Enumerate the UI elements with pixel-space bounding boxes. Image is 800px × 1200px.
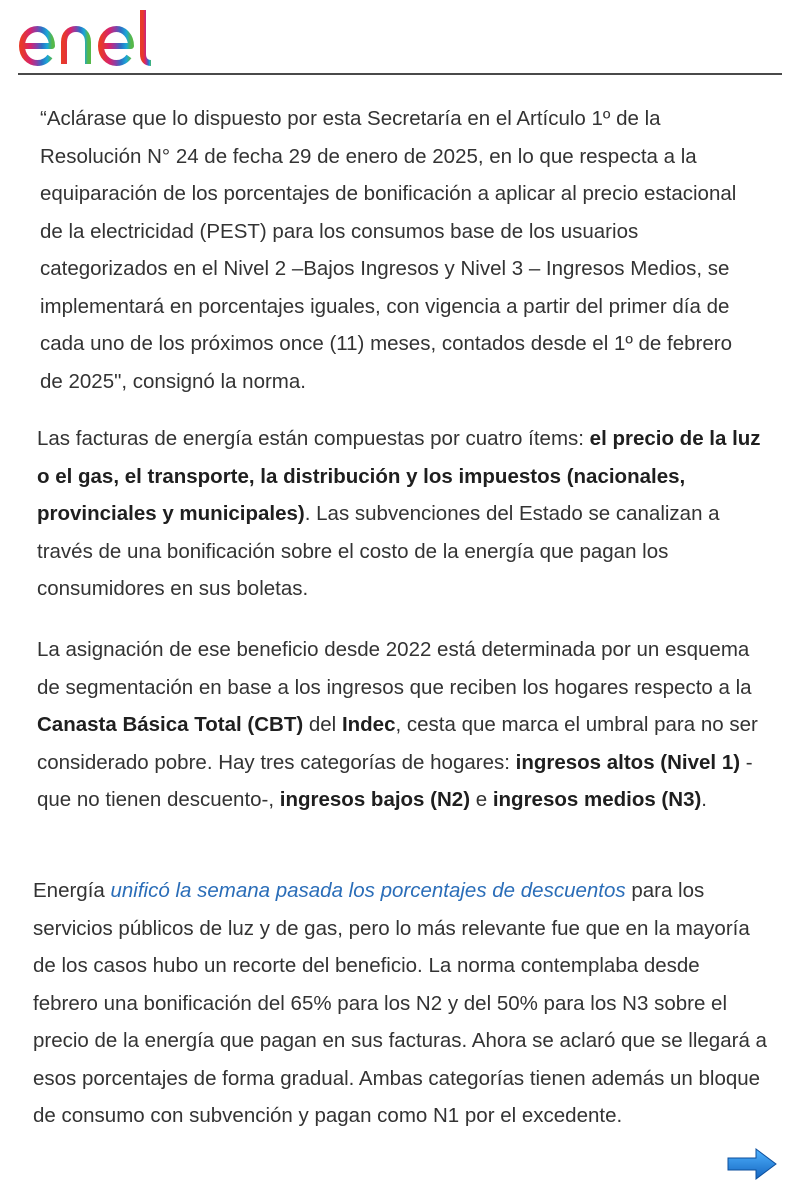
quote-text: “Aclárase que lo dispuesto por esta Secretaría en el Artículo 1º de la Resolución N° 24 de fecha 29 de enero de 2025, en lo que respecta a la equiparación de los porcentajes de bonificación a aplicar al precio estacional de la electricidad (PEST) para los consumos base de los usuarios categorizados en el Nivel 2 –Bajos Ingresos y Nivel 3 – Ingresos Medios, se implementará en porcentajes iguales, con vigencia a partir del primer día de cada uno de los próximos once (11) meses, contados desde el 1º de febrero de 2025", consignó la norma. xyxy=(40,107,737,393)
text-segment: La asignación de ese beneficio desde 2022 está determinada por un esquema de segmentación en base a los ingresos que reciben los hogares respecto a la xyxy=(37,638,752,699)
text-segment: , cesta que marca el umbral para no ser considerado pobre. Hay tres categorías de hogares: xyxy=(37,713,758,774)
bold-segment: Canasta Básica Total (CBT) xyxy=(37,713,304,736)
discounts-article-link[interactable]: unificó la semana pasada los porcentajes de descuentos xyxy=(110,879,626,902)
bold-segment: el precio de la luz o el gas, el transporte, la distribución y los impuestos (nacionales, provinciales y municipales) xyxy=(37,427,761,525)
text-segment: . Las subvenciones del Estado se canalizan a través de una bonificación sobre el costo de la energía que pagan los consumidores en sus boletas. xyxy=(37,502,720,600)
bold-segment: Indec xyxy=(341,713,396,736)
quote-paragraph xyxy=(40,100,760,400)
text-segment: -que no tienen descuento-, xyxy=(37,750,753,811)
text-segment: e xyxy=(470,788,493,811)
header-divider xyxy=(18,73,782,75)
bold-segment: ingresos altos (Nivel 1) xyxy=(515,750,741,774)
bold-segment: ingresos bajos (N2) xyxy=(279,788,471,811)
enel-logo[interactable] xyxy=(18,6,178,70)
text-segment: para los servicios públicos de luz y de gas, pero lo más relevante fue que en la mayoría de los casos hubo un recorte del beneficio. La norma contemplaba desde febrero una bonificación del 65% para los N2 y del 50% para los N3 sobre el precio de la energía que pagan en sus facturas. Ahora se aclaró que se llegará a esos porcentajes de forma gradual. Ambas categorías tienen además un bloque de consumo con subvención y pagan como N1 por el excedente. xyxy=(33,879,767,1127)
paragraph-segmentation xyxy=(37,631,767,819)
arrow-right-icon[interactable] xyxy=(726,1146,778,1182)
paragraph-invoice-items xyxy=(37,420,767,608)
text-segment: Energía xyxy=(33,879,111,902)
paragraph-energy-discounts xyxy=(33,872,768,1135)
bold-segment: ingresos medios (N3) xyxy=(492,788,702,811)
text-segment: . xyxy=(701,788,707,811)
text-segment: del xyxy=(303,713,342,736)
site-header xyxy=(18,0,782,75)
text-segment: Las facturas de energía están compuestas por cuatro ítems: xyxy=(37,427,590,450)
